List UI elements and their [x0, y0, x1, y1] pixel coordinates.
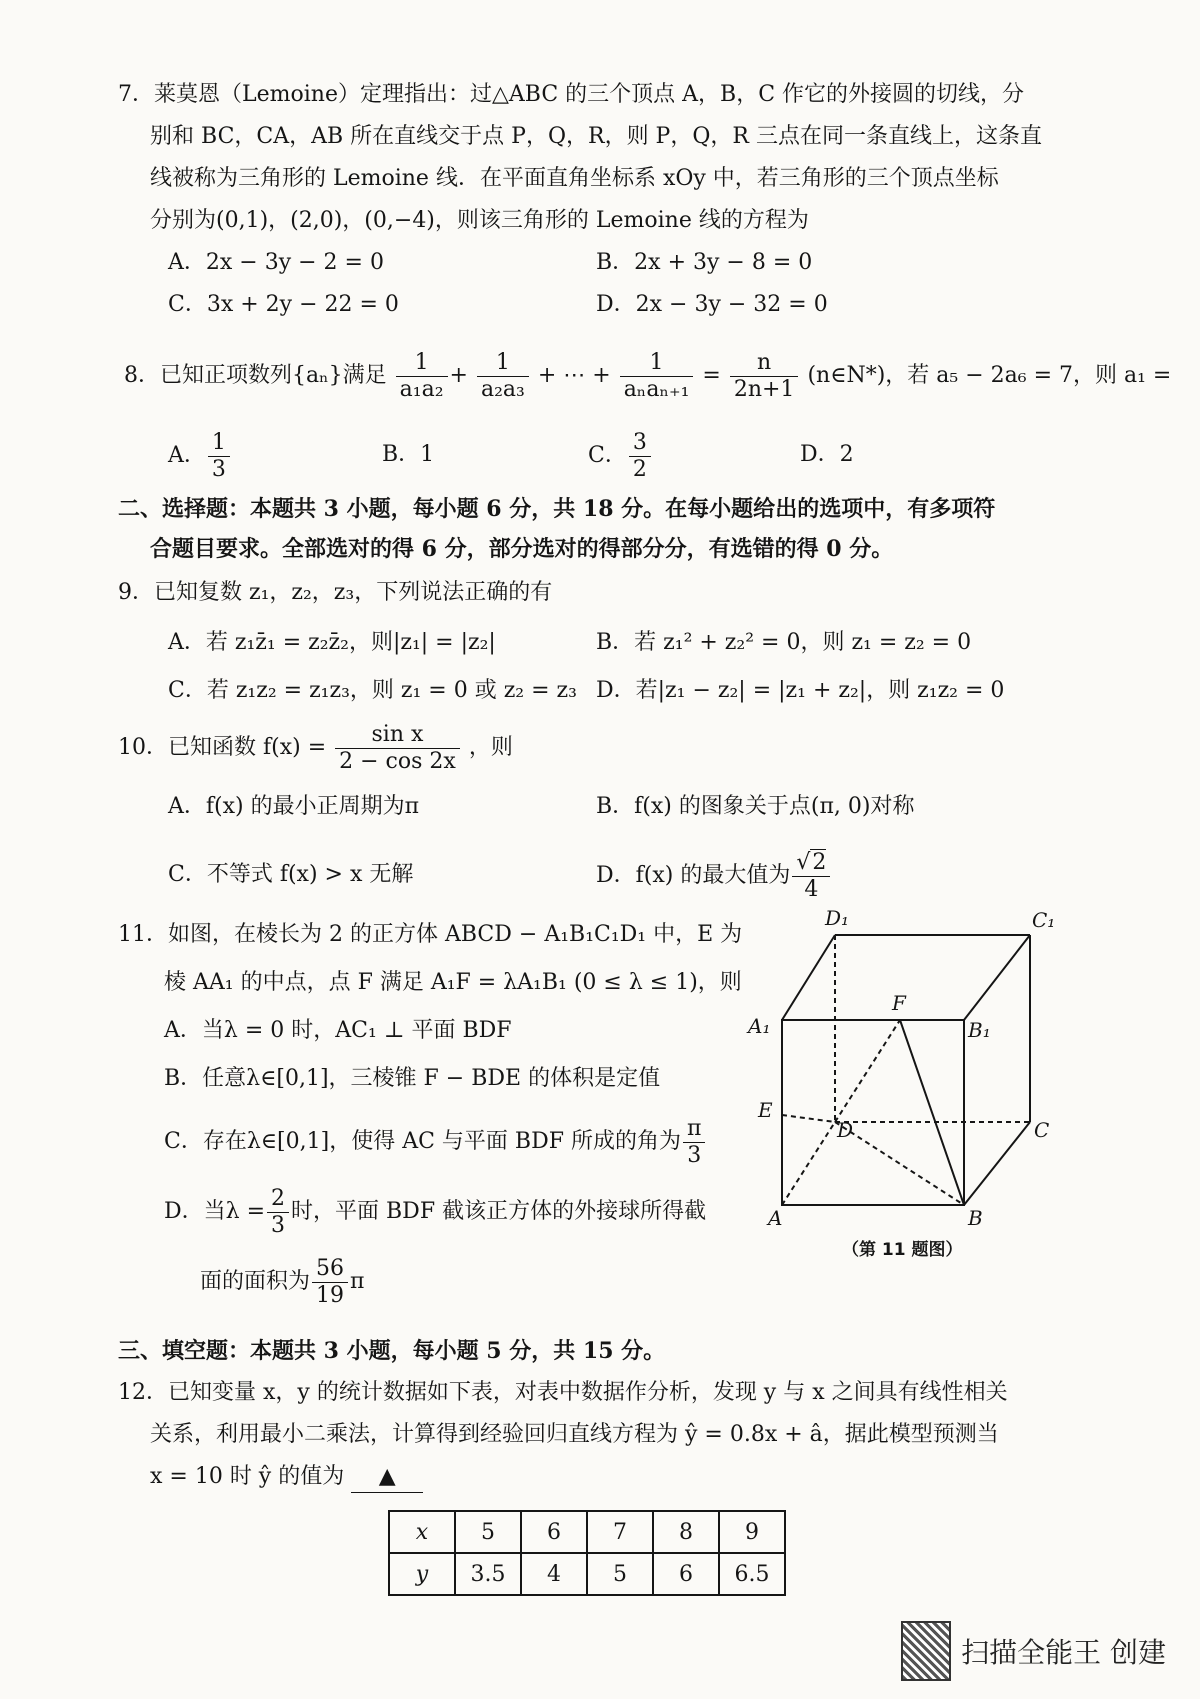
edge-a1-d1	[782, 935, 835, 1020]
edge-a-d	[782, 1122, 835, 1205]
q12-line-3: x = 10 时 ŷ 的值为 ▲	[150, 1462, 423, 1493]
section-2-heading: 二、选择题：本题共 3 小题，每小题 6 分，共 18 分。在每小题给出的选项中，有多项符	[118, 496, 996, 522]
q8-term-1: $\frac{1}{\text{a₁a₂}}$	[396, 350, 448, 403]
table-cell: 7	[587, 1511, 653, 1553]
q12-data-table	[388, 1510, 786, 1596]
label-e: E	[758, 1098, 773, 1122]
table-cell: 6	[653, 1553, 719, 1595]
q11-option-a: A．当λ = 0 时，AC₁ ⊥ 平面 BDF	[164, 1018, 512, 1043]
q8-pre: 8．已知正项数列{aₙ}满足	[124, 363, 387, 388]
q10-stem: 10．已知函数 f(x) = $\frac{\text{sin x}}{2 - \cos 2x}$ ，则	[118, 721, 513, 774]
q8-term-2: $\frac{1}{\text{a₂a₃}}$	[477, 350, 529, 403]
watermark-text: 扫描全能王 创建	[961, 1636, 1166, 1669]
q7-line-1: 7．莱莫恩（Lemoine）定理指出：过△ABC 的三个顶点 A，B，C 作它的外接圆的切线，分	[118, 82, 1025, 107]
q10-option-d: D．f(x) 的最大值为 $\frac{√2}{4}$	[596, 846, 832, 906]
q10-option-b: B．f(x) 的图象关于点(π, 0)对称	[596, 794, 915, 819]
figure-caption: （第 11 题图）	[842, 1240, 963, 1260]
q9-option-a: A．若 z₁z̄₁ = z₂z̄₂，则|z₁| = |z₂|	[168, 630, 496, 655]
q7-option-d: D．2x − 3y − 32 = 0	[596, 292, 828, 317]
table-cell: 4	[521, 1553, 587, 1595]
section-3-heading: 三、填空题：本题共 3 小题，每小题 5 分，共 15 分。	[118, 1338, 666, 1364]
table-row-y	[389, 1553, 785, 1595]
q9-option-c: C．若 z₁z₂ = z₁z₃，则 z₁ = 0 或 z₂ = z₃	[168, 678, 577, 703]
q10-option-c: C．不等式 f(x) > x 无解	[168, 862, 414, 887]
q7-line-3: 线被称为三角形的 Lemoine 线．在平面直角坐标系 xOy 中，若三角形的三个顶点坐标	[150, 166, 999, 191]
label-b: B	[968, 1206, 983, 1230]
q11-line-2: 棱 AA₁ 的中点，点 F 满足 A₁F = λA₁B₁ (0 ≤ λ ≤ 1)，则	[164, 970, 742, 995]
q8-eq: =	[702, 363, 721, 388]
q7-option-c: C．3x + 2y − 22 = 0	[168, 292, 399, 317]
q12-line-2: 关系，利用最小二乘法，计算得到经验回归直线方程为 ŷ = 0.8x + â，据此模型预测当	[150, 1422, 999, 1447]
q7-option-b: B．2x + 3y − 8 = 0	[596, 250, 813, 275]
cube-figure	[740, 905, 1070, 1265]
q9-option-b: B．若 z₁² + z₂² = 0，则 z₁ = z₂ = 0	[596, 630, 972, 655]
section-2-heading-cont: 合题目要求。全部选对的得 6 分，部分选对的得部分分，有选错的得 0 分。	[150, 536, 894, 562]
q9-stem: 9．已知复数 z₁，z₂，z₃，下列说法正确的有	[118, 580, 553, 605]
label-c: C	[1034, 1118, 1050, 1142]
q8-post: (n∈N*)，若 a₅ − 2a₆ = 7，则 a₁ =	[807, 363, 1172, 388]
label-d: D	[837, 1118, 854, 1142]
q9-option-d: D．若|z₁ − z₂| = |z₁ + z₂|，则 z₁z₂ = 0	[596, 678, 1005, 703]
q7-line-4: 分别为(0,1)，(2,0)，(0,−4)，则该三角形的 Lemoine 线的方程为	[150, 208, 809, 233]
table-cell: 5	[587, 1553, 653, 1595]
label-c1: C₁	[1032, 908, 1056, 932]
q8-stem: 8．已知正项数列{aₙ}满足 $\frac{1}{\text{a₁a₂}}$ + $\frac{1}{\text{a₂a₃}}$ + ⋯ + $\frac{1}{\text{aₙaₙ₊₁}}$ = $\frac{n}{2n+1}$ (n∈N*)，若 a₅ − 2a₆ = 7，则 a₁ =	[124, 349, 1172, 402]
q8-option-b: B．1	[382, 442, 435, 467]
label-d1: D₁	[825, 906, 850, 930]
edge-b-c	[964, 1122, 1030, 1205]
table-cell: 8	[653, 1511, 719, 1553]
label-f: F	[892, 991, 906, 1015]
q11-option-b: B．任意λ∈[0,1]，三棱锥 F − BDE 的体积是定值	[164, 1066, 661, 1091]
scanner-watermark	[901, 1621, 1166, 1681]
cube-front-face	[782, 1020, 964, 1205]
q11-option-d: D．当λ = $\frac{2}{3}$ 时，平面 BDF 截该正方体的外接球所得截	[164, 1185, 707, 1238]
q7-option-a: A．2x − 3y − 2 = 0	[168, 250, 384, 275]
q11-option-c: C．存在λ∈[0,1]，使得 AC 与平面 BDF 所成的角为 $\frac{\pi}{3}$	[164, 1112, 707, 1172]
q8-rhs: $\frac{n}{2n+1}$	[730, 350, 799, 403]
table-row-x	[389, 1511, 785, 1553]
edge-b1-c1	[964, 935, 1030, 1020]
label-b1: B₁	[968, 1018, 991, 1042]
table-cell: 6	[521, 1511, 587, 1553]
q8-dots: + ⋯ +	[537, 363, 611, 388]
label-a: A	[768, 1206, 783, 1230]
segment-e-d	[782, 1115, 835, 1122]
q8-option-d: D．2	[800, 442, 854, 467]
answer-blank[interactable]: ▲	[351, 1462, 423, 1493]
qr-code-icon	[901, 1621, 951, 1681]
table-cell: 6.5	[719, 1553, 785, 1595]
table-header-y: y	[389, 1553, 455, 1595]
table-cell: 5	[455, 1511, 521, 1553]
table-header-x: x	[389, 1511, 455, 1553]
table-cell: 9	[719, 1511, 785, 1553]
segment-d-f	[835, 1020, 900, 1122]
q11-option-d-cont: 面的面积为 $\frac{56}{19}$ π	[200, 1255, 365, 1308]
q8-option-a: A． $\frac{1}{3}$	[168, 426, 232, 486]
q10-option-a: A．f(x) 的最小正周期为π	[168, 794, 420, 819]
q8-term-n: $\frac{1}{\text{aₙaₙ₊₁}}$	[620, 350, 694, 403]
q11-line-1: 11．如图，在棱长为 2 的正方体 ABCD − A₁B₁C₁D₁ 中，E 为	[118, 922, 743, 947]
segment-d-b	[835, 1122, 964, 1205]
table-cell: 3.5	[455, 1553, 521, 1595]
label-a1: A₁	[748, 1014, 771, 1038]
segment-f-b	[900, 1020, 964, 1205]
q7-line-2: 别和 BC，CA，AB 所在直线交于点 P，Q，R，则 P，Q，R 三点在同一条直线上，这条直	[150, 124, 1042, 149]
q8-option-c: C． $\frac{3}{2}$	[588, 426, 653, 486]
q10-fraction: $\frac{\text{sin x}}{2 - \cos 2x}$	[335, 722, 460, 775]
q12-line-1: 12．已知变量 x，y 的统计数据如下表，对表中数据作分析，发现 y 与 x 之间具有线性相关	[118, 1380, 1008, 1405]
